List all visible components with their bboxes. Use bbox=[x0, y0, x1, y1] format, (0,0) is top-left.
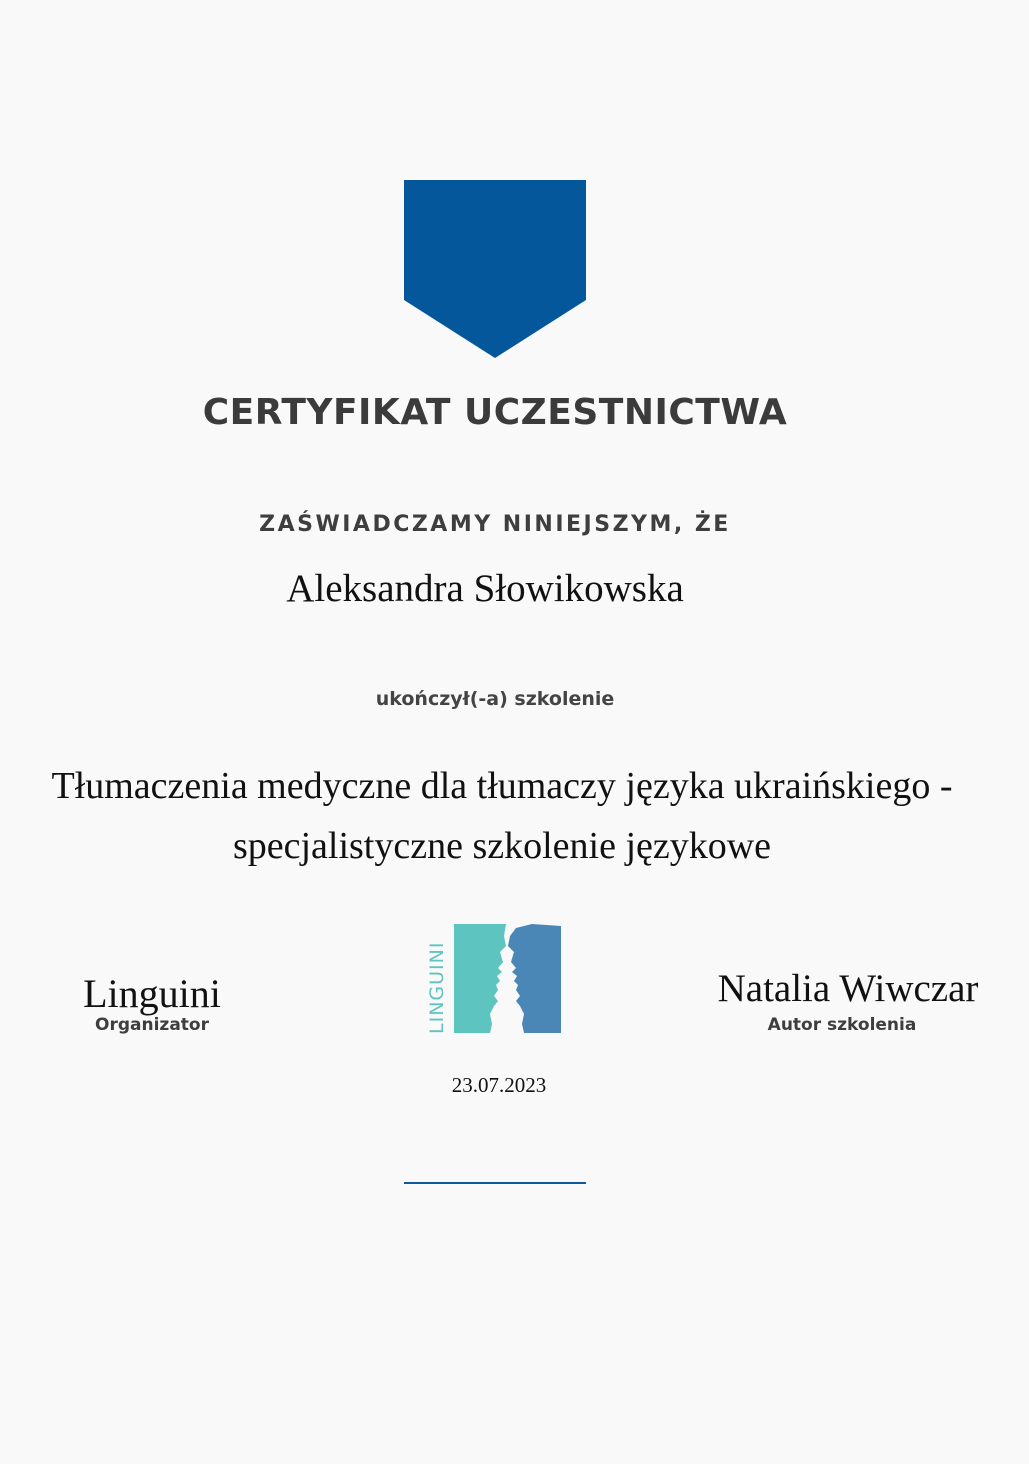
linguini-logo bbox=[424, 922, 564, 1035]
author-role: Autor szkolenia bbox=[767, 1015, 917, 1035]
organizer-role: Organizator bbox=[95, 1015, 209, 1035]
course-title bbox=[0, 756, 1004, 876]
certificate-title: CERTYFIKAT UCZESTNICTWA bbox=[202, 392, 788, 433]
recipient-name: Aleksandra Słowikowska bbox=[286, 567, 684, 610]
author-name: Natalia Wiwczar bbox=[717, 967, 979, 1010]
organizer-name: Linguini bbox=[83, 971, 221, 1016]
issue-date: 23.07.2023 bbox=[451, 1073, 547, 1097]
left-face-silhouette bbox=[454, 924, 506, 1033]
right-face-silhouette bbox=[508, 924, 561, 1033]
certify-statement: ZAŚWIADCZAMY NINIEJSZYM, ŻE bbox=[259, 512, 731, 537]
course-title-line-1: Tłumaczenia medyczne dla tłumaczy języka ukraińskiego - bbox=[51, 765, 953, 807]
pennant-emblem bbox=[404, 180, 586, 358]
linguini-logo-wordmark: LINGUINI bbox=[426, 941, 448, 1034]
linguini-logo-text bbox=[426, 942, 448, 1034]
completed-label: ukończył(-a) szkolenie bbox=[375, 688, 615, 710]
course-title-line-2: specjalistyczne szkolenie językowe bbox=[232, 825, 772, 867]
bottom-divider bbox=[404, 1182, 586, 1184]
